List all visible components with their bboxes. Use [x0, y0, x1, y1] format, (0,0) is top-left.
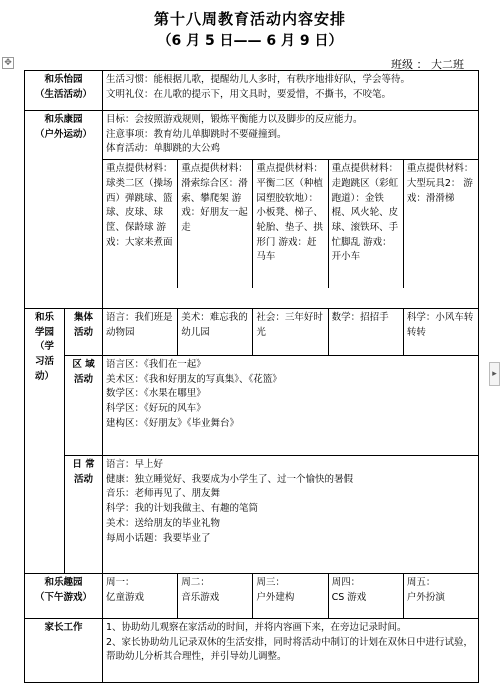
daily-item: 美术：送给朋友的毕业礼物	[106, 517, 221, 529]
daily-item: 音乐：老师再见了、朋友舞	[106, 488, 221, 500]
life-manners: 文明礼仪：在儿歌的提示下，用文具时，要爱惜，不撕书，不咬笔。	[106, 88, 392, 100]
outdoor-sport: 体育活动：单脚跳的大公鸡	[106, 143, 221, 155]
fun-label-type: （下午游戏）	[35, 591, 93, 603]
daily-label	[65, 456, 103, 574]
fun-label-name: 和乐趣园	[44, 577, 83, 588]
page-title: 第十八周教育活动内容安排	[153, 10, 346, 28]
group-label-2: 活动	[74, 326, 94, 338]
study-label-5: 动）	[34, 370, 54, 382]
outdoor-label-name: 和乐康园	[44, 114, 83, 125]
fun-content	[103, 574, 479, 619]
daily-label-1: 日 常	[72, 459, 95, 470]
daily-content	[103, 456, 479, 574]
parents-content	[103, 619, 479, 683]
outdoor-label-type: （户外运动）	[35, 128, 93, 140]
outdoor-zone-5: 重点提供材料：大型玩具2： 游戏：滑滑梯	[406, 163, 474, 204]
parents-item: 2、家长协助幼儿记录双休的生活安排，同时将活动中制订的计划在双休日中进行试验，帮助幼儿分析其合理性，并引导幼儿调整。	[106, 636, 474, 663]
area-item: 建构区：《好朋友》《毕业舞台》	[106, 417, 240, 429]
group-item-2: 美术：难忘我的幼儿园	[178, 309, 253, 355]
outdoor-zone-1: 重点提供材料：球类二区（操场西）弹跳球、篮球、皮球、球筐、保龄球 游戏：大家来煮面	[103, 160, 178, 288]
class-info: 班级 ： 大二班	[391, 58, 464, 71]
area-content	[103, 356, 479, 456]
fun-day-3: 周三： 户外建构	[253, 574, 328, 618]
area-row	[25, 356, 479, 456]
fun-day-1: 周一： 亿童游戏	[103, 574, 178, 618]
area-label-2: 活动	[74, 373, 94, 385]
group-item-3: 社会：三年好时光	[253, 309, 328, 355]
life-content	[103, 71, 479, 111]
schedule-table	[24, 70, 479, 683]
study-label	[25, 309, 65, 574]
group-item-4: 数学：招招手	[329, 309, 404, 355]
daily-item: 健康：独立睡觉好、我要成为小学生了、过一个愉快的暑假	[106, 473, 354, 485]
group-label-1: 集体	[74, 312, 94, 323]
group-content	[103, 309, 479, 356]
side-scroll-handle[interactable]: ▸	[489, 362, 500, 386]
group-item-5: 科学：小风车转转转	[406, 312, 474, 338]
life-label-name: 和乐怡园	[44, 74, 83, 85]
life-habit: 生活习惯：能根据儿歌，提醒幼儿人多时，有秩序地排好队，学会等待。	[106, 74, 411, 85]
group-label	[65, 309, 103, 356]
daily-item: 语言：早上好	[106, 459, 164, 470]
group-item-1: 语言：我们班是动物园	[103, 309, 178, 355]
fun-day-4: 周四： CS 游戏	[329, 574, 404, 618]
study-label-2: 学园	[34, 326, 54, 338]
study-label-1: 和乐	[34, 312, 54, 323]
outdoor-zone-3: 重点提供材料：平衡二区（种植园塑胶软地）：小板凳、梯子、轮胎、垫子、拱形门 游戏：赶马车	[253, 160, 328, 288]
study-label-3: （学	[34, 341, 54, 353]
area-item: 美术区：《我和好朋友的写真集》、《花篮》	[106, 373, 282, 385]
date-range: （6 月 5 日—— 6 月 9 日）	[157, 33, 343, 49]
area-item: 数学区：《水果在哪里》	[106, 388, 206, 400]
life-label-type: （生活活动）	[35, 88, 93, 100]
area-item: 语言区：《我们在一起》	[106, 359, 206, 370]
parents-label: 家长工作	[25, 619, 103, 683]
fun-row	[25, 574, 479, 619]
daily-item: 每周小话题：我要毕业了	[106, 532, 211, 544]
area-label	[65, 356, 103, 456]
outdoor-label	[25, 111, 103, 309]
group-row	[25, 309, 479, 356]
outdoor-row	[25, 111, 479, 309]
outdoor-zone-2: 重点提供材料：滑索综合区：滑索、攀爬架 游戏：好朋友一起走	[178, 160, 253, 288]
fun-label	[25, 574, 103, 619]
outdoor-goal: 目标：会按照游戏规则，锻炼平衡能力以及脚步的反应能力。	[106, 114, 363, 125]
daily-label-2: 活动	[74, 473, 94, 485]
fun-day-5: 周五： 户外扮演	[406, 577, 445, 603]
area-item: 科学区：《好玩的风车》	[106, 403, 206, 415]
outdoor-note: 注意事项：教育幼儿单脚跳时不要碰撞到。	[106, 128, 287, 140]
outdoor-zone-4: 重点提供材料：走跑跳区（彩虹跑道）：金铁棍、风火轮、皮球、滚铁环、手忙脚乱 游戏：开小车	[329, 160, 404, 288]
study-label-4: 习活	[34, 356, 54, 368]
table-move-handle-icon[interactable]: ✥	[2, 57, 14, 69]
daily-row	[25, 456, 479, 574]
daily-item: 科学：我的计划我做主、有趣的笔筒	[106, 503, 259, 515]
outdoor-content	[103, 111, 479, 309]
fun-day-2: 周二： 音乐游戏	[178, 574, 253, 618]
parents-row	[25, 619, 479, 683]
parents-item: 1、协助幼儿观察在家活动的时间，并将内容画下来，在旁边记录时间。	[106, 622, 407, 633]
life-label	[25, 71, 103, 111]
life-row	[25, 71, 479, 111]
area-label-1: 区 域	[72, 359, 95, 370]
